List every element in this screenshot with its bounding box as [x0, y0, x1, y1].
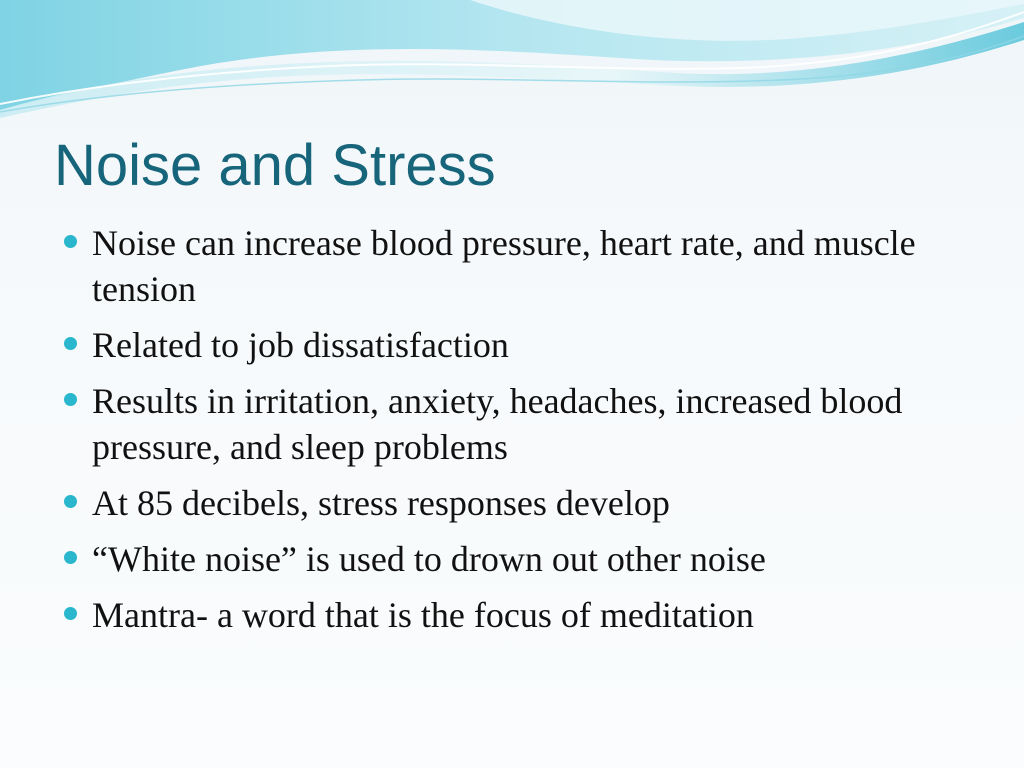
bullet-dot-icon [64, 337, 77, 350]
bullet-item [58, 592, 958, 638]
bullet-item [58, 536, 958, 582]
bullet-item [58, 220, 958, 312]
bullet-dot-icon [64, 607, 77, 620]
bullet-text: Related to job dissatisfaction [92, 325, 509, 365]
bullet-item [58, 480, 958, 526]
bullet-text: “White noise” is used to drown out other noise [92, 539, 766, 579]
bullet-text: Noise can increase blood pressure, heart rate, and muscle tension [92, 223, 916, 309]
bullet-text: At 85 decibels, stress responses develop [92, 483, 670, 523]
bullet-dot-icon [64, 495, 77, 508]
bullet-dot-icon [64, 235, 77, 248]
bullet-list [58, 220, 958, 648]
bullet-item [58, 322, 958, 368]
bullet-dot-icon [64, 393, 77, 406]
bullet-item [58, 378, 958, 470]
bullet-text: Mantra- a word that is the focus of meditation [92, 595, 754, 635]
bullet-text: Results in irritation, anxiety, headaches, increased blood pressure, and sleep problems [92, 381, 903, 467]
bullet-dot-icon [64, 551, 77, 564]
decorative-wave-header [0, 0, 1024, 130]
slide-title: Noise and Stress [54, 133, 496, 198]
